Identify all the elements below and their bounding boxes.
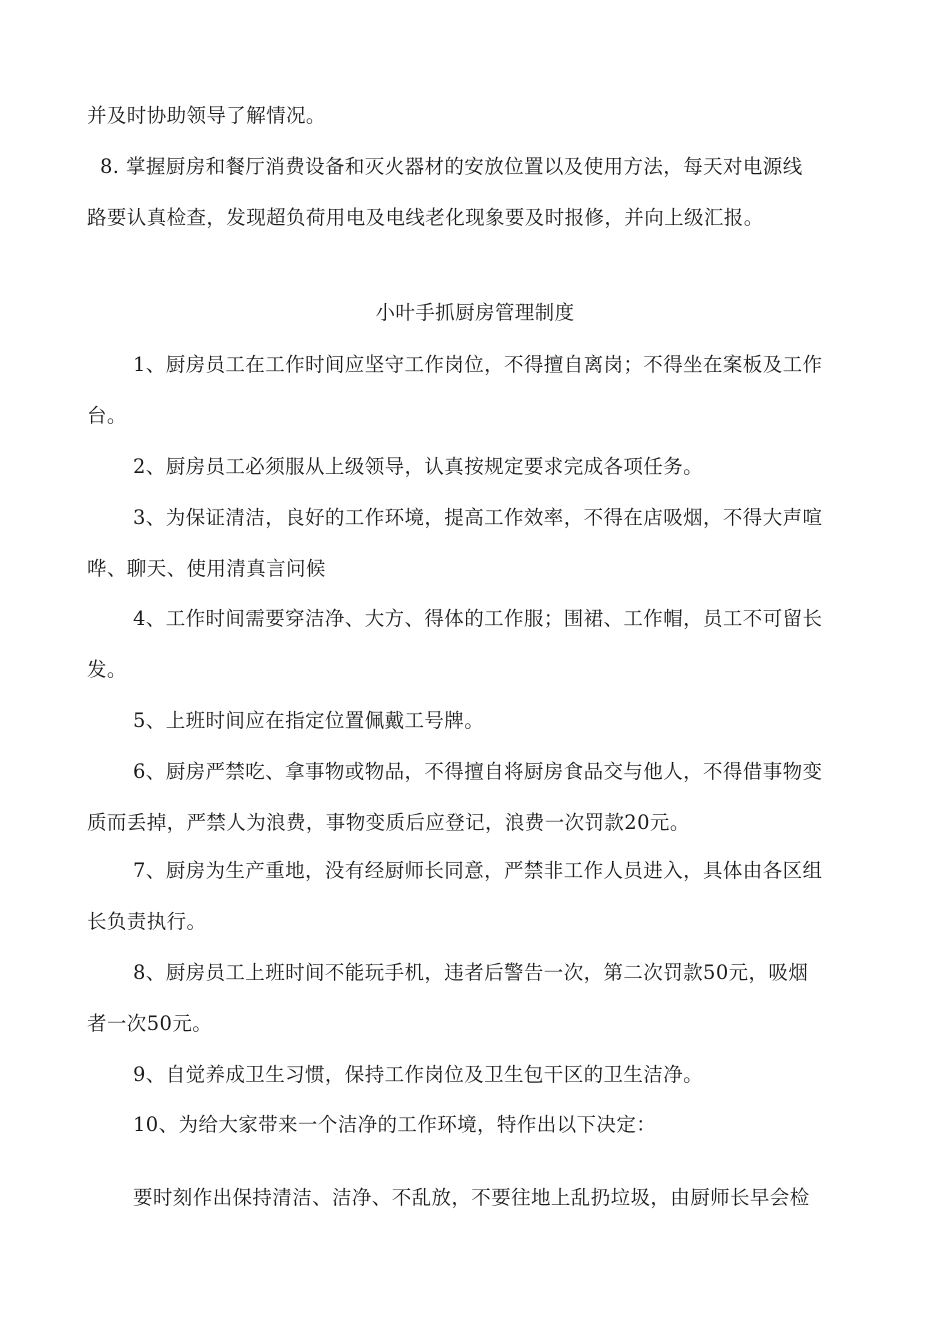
rule-3-line-2: 哗、聊天、使用清真言问候 — [87, 557, 326, 580]
rule-6-line-1: 6、厨房严禁吃、拿事物或物品，不得擅自将厨房食品交与他人，不得借事物变 — [133, 760, 823, 783]
rule-4-line-1: 4、工作时间需要穿洁净、大方、得体的工作服；围裙、工作帽，员工不可留长 — [133, 607, 823, 630]
continuation-line: 并及时协助领导了解情况。 — [87, 104, 326, 127]
document-title: 小叶手抓厨房管理制度 — [375, 301, 575, 324]
rule-7-line-2: 长负责执行。 — [87, 910, 207, 933]
rule-1-line-2: 台。 — [87, 404, 127, 427]
item-8-line-2: 路要认真检查，发现超负荷用电及电线老化现象要及时报修，并向上级汇报。 — [87, 206, 764, 229]
rule-5-line-1: 5、上班时间应在指定位置佩戴工号牌。 — [133, 709, 485, 732]
final-paragraph-line-1: 要时刻作出保持清洁、洁净、不乱放，不要往地上乱扔垃圾，由厨师长早会检 — [133, 1186, 810, 1209]
rule-8-line-2: 者一次50元。 — [87, 1012, 213, 1035]
rule-4-line-2: 发。 — [87, 658, 127, 681]
rule-7-line-1: 7、厨房为生产重地，没有经厨师长同意，严禁非工作人员进入，具体由各区组 — [133, 859, 823, 882]
rule-8-line-1: 8、厨房员工上班时间不能玩手机，违者后警告一次，第二次罚款50元，吸烟 — [133, 961, 809, 984]
rule-10-line-1: 10、为给大家带来一个洁净的工作环境，特作出以下决定： — [133, 1113, 657, 1136]
rule-9-line-1: 9、自觉养成卫生习惯，保持工作岗位及卫生包干区的卫生洁净。 — [133, 1063, 704, 1086]
rule-1-line-1: 1、厨房员工在工作时间应坚守工作岗位，不得擅自离岗；不得坐在案板及工作 — [133, 353, 823, 376]
rule-6-line-2: 质而丢掉，严禁人为浪费，事物变质后应登记，浪费一次罚款20元。 — [87, 811, 690, 834]
rule-2-line-1: 2、厨房员工必须服从上级领导，认真按规定要求完成各项任务。 — [133, 455, 704, 478]
rule-3-line-1: 3、为保证清洁，良好的工作环境，提高工作效率，不得在店吸烟，不得大声喧 — [133, 506, 823, 529]
item-8-line-1: 8. 掌握厨房和餐厅消费设备和灭火器材的安放位置以及使用方法，每天对电源线 — [100, 155, 803, 178]
